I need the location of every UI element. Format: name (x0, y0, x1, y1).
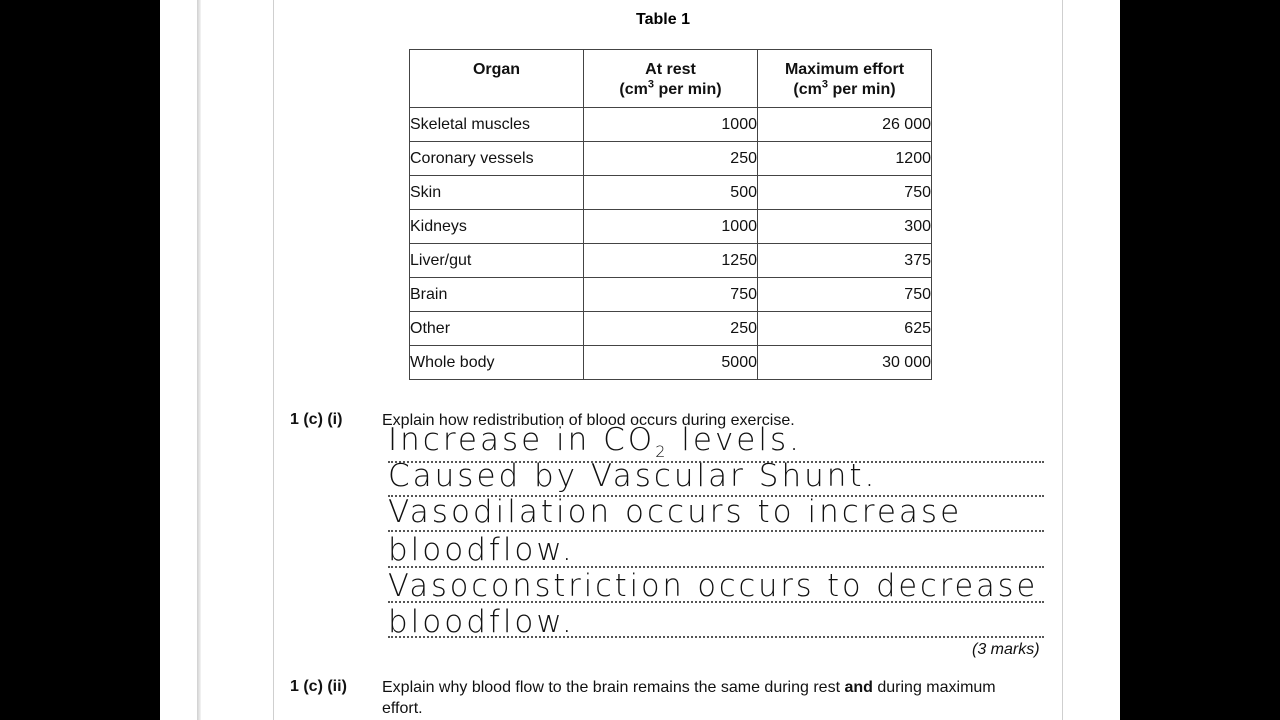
header-at-rest: At rest ($cm^3$ per min) (584, 50, 758, 108)
rest-cell: 1000 (584, 210, 758, 244)
rest-cell: 250 (584, 312, 758, 346)
answer-dotted-line (388, 601, 1044, 603)
organ-cell: Whole body (410, 346, 584, 380)
rest-cell: 1000 (584, 108, 758, 142)
table-row (410, 176, 932, 210)
max-cell: 26 000 (758, 108, 932, 142)
marks-label: (3 marks) (972, 641, 1040, 658)
handwritten-answer-line: Increase in $CO_2$ levels. (388, 422, 802, 462)
table-title: Table 1 (636, 11, 690, 28)
page-shadow (197, 0, 201, 720)
question-1ci-number: 1 (c) (i) (290, 411, 343, 428)
table-row (410, 210, 932, 244)
handwritten-answer-line: bloodflow. (388, 604, 575, 640)
max-cell: 625 (758, 312, 932, 346)
handwritten-answer-line: bloodflow. (388, 532, 575, 568)
handwritten-answer-line: Caused by Vascular Shunt. (388, 458, 878, 494)
handwritten-answer-line: Vasoconstriction occurs to decrease (388, 568, 1039, 604)
organ-cell: Coronary vessels (410, 142, 584, 176)
max-cell: 750 (758, 176, 932, 210)
header-organ: Organ (410, 50, 584, 108)
organ-cell: Kidneys (410, 210, 584, 244)
table-header-row (410, 50, 932, 108)
organ-cell: Skin (410, 176, 584, 210)
table-row (410, 244, 932, 278)
answer-dotted-line (388, 636, 1044, 638)
max-cell: 750 (758, 278, 932, 312)
rest-cell: 5000 (584, 346, 758, 380)
organ-cell: Liver/gut (410, 244, 584, 278)
organ-cell: Skeletal muscles (410, 108, 584, 142)
max-cell: 30 000 (758, 346, 932, 380)
table-row (410, 108, 932, 142)
rest-cell: 250 (584, 142, 758, 176)
max-cell: 375 (758, 244, 932, 278)
left-margin-line (273, 0, 274, 720)
table-row (410, 278, 932, 312)
table-row (410, 142, 932, 176)
right-margin-line (1062, 0, 1063, 720)
question-1cii-number: 1 (c) (ii) (290, 678, 347, 695)
blood-flow-table (409, 49, 932, 380)
max-cell: 1200 (758, 142, 932, 176)
rest-cell: 750 (584, 278, 758, 312)
exam-page (160, 0, 1120, 720)
max-cell: 300 (758, 210, 932, 244)
table-row (410, 346, 932, 380)
header-maximum-effort: Maximum effort ($cm^3$ per min) (758, 50, 932, 108)
table-row (410, 312, 932, 346)
organ-cell: Brain (410, 278, 584, 312)
organ-cell: Other (410, 312, 584, 346)
question-1cii-text: Explain why blood flow to the brain remains the same during rest and during maximum effort. (382, 679, 996, 717)
handwritten-answer-line: Vasodilation occurs to increase (388, 494, 963, 530)
rest-cell: 1250 (584, 244, 758, 278)
rest-cell: 500 (584, 176, 758, 210)
question-1ci-text: Explain how redistribution of blood occurs during exercise. (382, 412, 795, 429)
